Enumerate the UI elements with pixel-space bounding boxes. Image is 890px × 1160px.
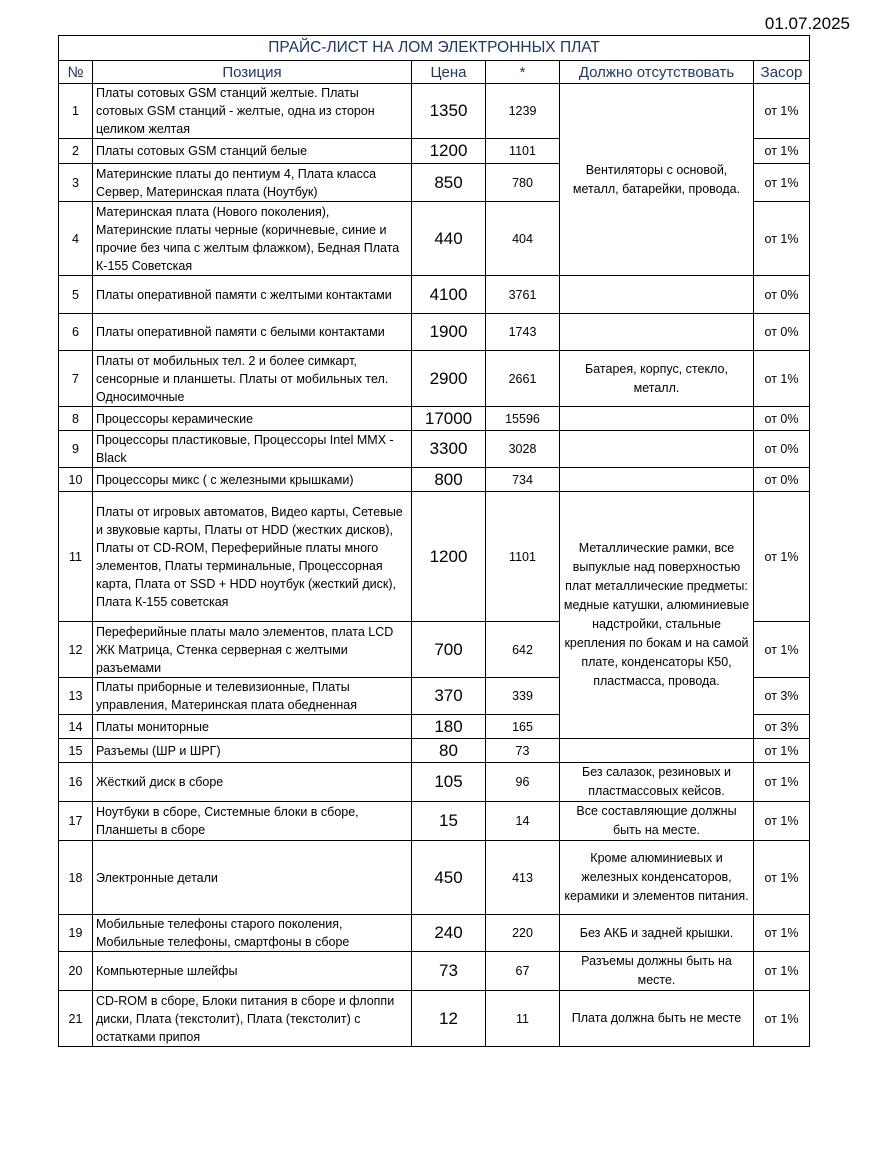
row-star-price: 14 [486,802,560,841]
row-position: Платы мониторные [93,715,412,739]
row-absent [560,314,754,351]
row-absent: Кроме алюминиевых и железных конденсаторов, керамики и элементов питания. [560,841,754,915]
row-price: 15 [412,802,486,841]
row-num: 9 [59,431,93,468]
row-position: Платы от игровых автоматов, Видео карты, Сетевые и звуковые карты, Платы от HDD (жестких дисков), Платы от CD-ROM, Переферийные платы много элементов, Платы терминальные, Процессорная карта, Плата от SSD + HDD ноутбук (жесткий диск), Плата К-155 советская [93,492,412,622]
table-row [59,84,810,139]
row-absent: Металлические рамки, все выпуклые над поверхностью плат металлические предметы: медные катушки, алюминиевые надстройки, стальные крепления по бокам и на самой плате, конденсаторы К50, пластмасса, провода. [560,492,754,739]
row-num: 3 [59,164,93,202]
row-price: 105 [412,763,486,802]
row-num: 7 [59,351,93,407]
row-absent: Вентиляторы с основой, металл, батарейки, провода. [560,84,754,276]
row-zasor: от 1% [754,84,810,139]
row-num: 17 [59,802,93,841]
table-row [59,468,810,492]
header-absent: Должно отсутствовать [560,61,754,84]
row-num: 1 [59,84,93,139]
row-zasor: от 1% [754,802,810,841]
table-row [59,991,810,1047]
document-date: 01.07.2025 [764,14,850,33]
table-title: ПРАЙС-ЛИСТ НА ЛОМ ЭЛЕКТРОННЫХ ПЛАТ [59,36,810,61]
row-star-price: 404 [486,202,560,276]
row-star-price: 734 [486,468,560,492]
table-row [59,407,810,431]
table-row [59,351,810,407]
table-row [59,841,810,915]
table-row [59,276,810,314]
row-zasor: от 0% [754,431,810,468]
row-position: Платы оперативной памяти с желтыми контактами [93,276,412,314]
row-star-price: 15596 [486,407,560,431]
row-price: 12 [412,991,486,1047]
table-row [59,763,810,802]
row-num: 11 [59,492,93,622]
row-star-price: 3028 [486,431,560,468]
row-zasor: от 1% [754,991,810,1047]
row-num: 12 [59,622,93,678]
row-position: Процессоры микс ( с железными крышками) [93,468,412,492]
row-position: CD-ROM в сборе, Блоки питания в сборе и флоппи диски, Плата (текстолит), Плата (текстолит) с остатками припоя [93,991,412,1047]
row-num: 20 [59,952,93,991]
header-price: Цена [412,61,486,84]
row-zasor: от 1% [754,739,810,763]
row-zasor: от 1% [754,164,810,202]
row-absent: Без салазок, резиновых и пластмассовых кейсов. [560,763,754,802]
row-num: 6 [59,314,93,351]
row-price: 3300 [412,431,486,468]
row-position: Мобильные телефоны старого поколения, Мобильные телефоны, смартфоны в сборе [93,915,412,952]
row-price: 240 [412,915,486,952]
row-star-price: 642 [486,622,560,678]
row-zasor: от 1% [754,763,810,802]
row-position: Платы сотовых GSM станций желтые. Платы сотовых GSM станций - желтые, одна из сторон целиком желтая [93,84,412,139]
row-star-price: 3761 [486,276,560,314]
row-absent: Разъемы должны быть на месте. [560,952,754,991]
row-position: Платы от мобильных тел. 2 и более симкарт, сенсорные и планшеты. Платы от мобильных тел. Односимочные [93,351,412,407]
table-row [59,802,810,841]
row-price: 370 [412,678,486,715]
row-zasor: от 0% [754,276,810,314]
row-num: 19 [59,915,93,952]
row-zasor: от 0% [754,407,810,431]
row-num: 15 [59,739,93,763]
row-price: 4100 [412,276,486,314]
row-star-price: 73 [486,739,560,763]
row-num: 14 [59,715,93,739]
row-num: 10 [59,468,93,492]
row-absent: Плата должна быть не месте [560,991,754,1047]
row-absent [560,431,754,468]
row-zasor: от 1% [754,492,810,622]
table-row [59,952,810,991]
row-star-price: 1101 [486,139,560,164]
row-position: Электронные детали [93,841,412,915]
row-zasor: от 1% [754,139,810,164]
header-num: № [59,61,93,84]
row-price: 1200 [412,139,486,164]
row-star-price: 339 [486,678,560,715]
row-star-price: 413 [486,841,560,915]
row-star-price: 96 [486,763,560,802]
table-row [59,492,810,622]
row-star-price: 780 [486,164,560,202]
row-zasor: от 0% [754,468,810,492]
header-star: * [486,61,560,84]
row-price: 800 [412,468,486,492]
row-zasor: от 1% [754,841,810,915]
row-price: 1900 [412,314,486,351]
row-star-price: 67 [486,952,560,991]
row-absent [560,407,754,431]
table-title-row [59,36,810,61]
row-zasor: от 3% [754,678,810,715]
row-absent [560,468,754,492]
row-price: 1200 [412,492,486,622]
row-position: Компьютерные шлейфы [93,952,412,991]
row-position: Переферийные платы мало элементов, плата LCD ЖК Матрица, Стенка серверная с желтыми разъемами [93,622,412,678]
row-star-price: 1239 [486,84,560,139]
row-num: 2 [59,139,93,164]
row-price: 450 [412,841,486,915]
row-position: Платы приборные и телевизионные, Платы управления, Материнская плата обедненная [93,678,412,715]
row-zasor: от 1% [754,622,810,678]
row-star-price: 165 [486,715,560,739]
row-position: Платы оперативной памяти с белыми контактами [93,314,412,351]
row-zasor: от 1% [754,915,810,952]
header-row [59,61,810,84]
row-absent: Все составляющие должны быть на месте. [560,802,754,841]
row-num: 16 [59,763,93,802]
row-zasor: от 0% [754,314,810,351]
row-price: 73 [412,952,486,991]
row-position: Ноутбуки в сборе, Системные блоки в сборе, Планшеты в сборе [93,802,412,841]
row-absent: Батарея, корпус, стекло, металл. [560,351,754,407]
row-position: Платы сотовых GSM станций белые [93,139,412,164]
row-price: 2900 [412,351,486,407]
row-price: 180 [412,715,486,739]
row-star-price: 220 [486,915,560,952]
row-num: 5 [59,276,93,314]
row-zasor: от 1% [754,351,810,407]
row-price: 80 [412,739,486,763]
row-position: Материнские платы до пентиум 4, Плата класса Сервер, Материнская плата (Ноутбук) [93,164,412,202]
header-position: Позиция [93,61,412,84]
row-absent: Без АКБ и задней крышки. [560,915,754,952]
row-price: 700 [412,622,486,678]
row-absent [560,739,754,763]
row-position: Процессоры пластиковые, Процессоры Intel MMX - Black [93,431,412,468]
row-zasor: от 1% [754,202,810,276]
price-table [58,35,810,1047]
row-position: Разъемы (ШР и ШРГ) [93,739,412,763]
row-zasor: от 3% [754,715,810,739]
row-num: 21 [59,991,93,1047]
row-absent [560,276,754,314]
row-price: 850 [412,164,486,202]
row-num: 18 [59,841,93,915]
row-num: 13 [59,678,93,715]
header-zasor: Засор [754,61,810,84]
row-star-price: 1743 [486,314,560,351]
table-row [59,314,810,351]
row-star-price: 2661 [486,351,560,407]
table-row [59,915,810,952]
row-zasor: от 1% [754,952,810,991]
row-price: 1350 [412,84,486,139]
row-star-price: 1101 [486,492,560,622]
row-position: Материнская плата (Нового поколения), Материнские платы черные (коричневые, синие и прочие без чипа с желтым флажком), Бедная Плата К-155 Советская [93,202,412,276]
row-num: 4 [59,202,93,276]
row-price: 440 [412,202,486,276]
row-position: Процессоры керамические [93,407,412,431]
row-num: 8 [59,407,93,431]
row-price: 17000 [412,407,486,431]
table-row [59,739,810,763]
row-star-price: 11 [486,991,560,1047]
row-position: Жёсткий диск в сборе [93,763,412,802]
table-row [59,431,810,468]
